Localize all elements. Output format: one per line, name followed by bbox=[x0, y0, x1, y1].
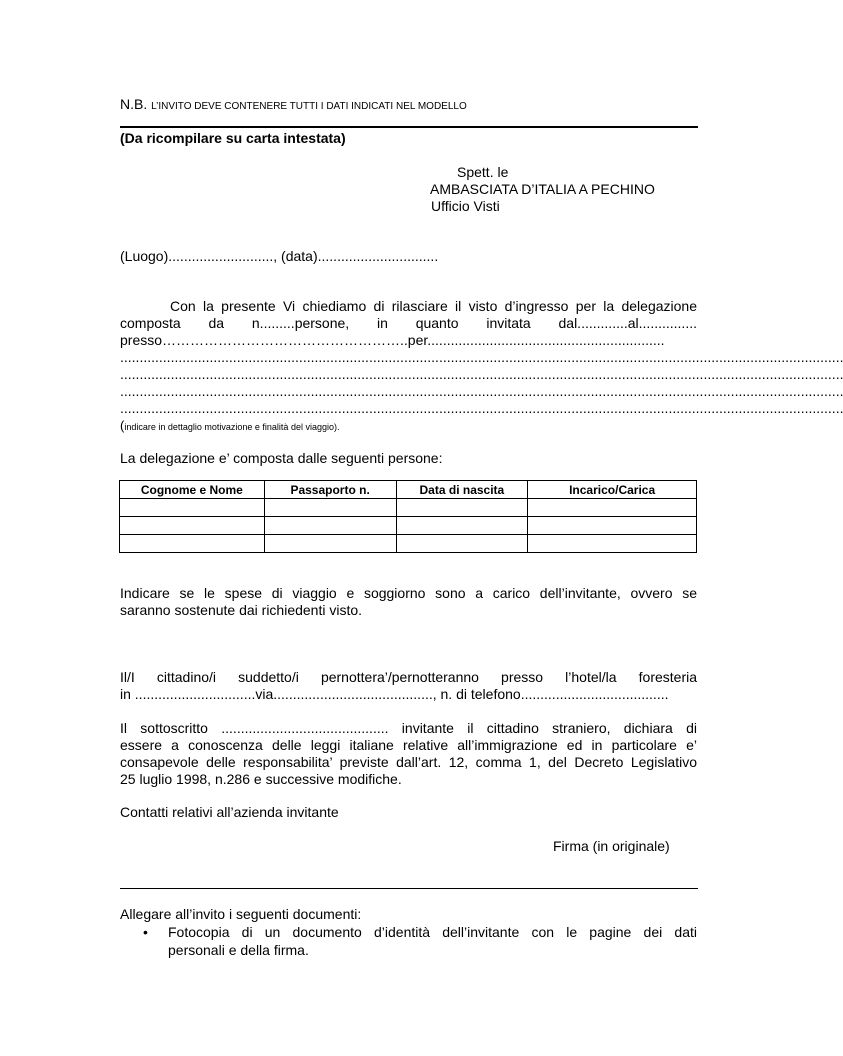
note-text: indicare in dettaglio motivazione e finalità del viaggio). bbox=[124, 422, 340, 432]
table-cell[interactable] bbox=[120, 535, 265, 553]
attachment-item bbox=[168, 923, 697, 959]
col-header-role: Incarico/Carica bbox=[528, 481, 697, 499]
table-cell[interactable] bbox=[396, 535, 528, 553]
table-header-row bbox=[120, 481, 697, 499]
recipient-office: Ufficio Visti bbox=[431, 198, 500, 214]
expenses-line2: saranno sostenute dai richiedenti visto. bbox=[120, 602, 363, 618]
attachments-intro: Allegare all’invito i seguenti documenti: bbox=[120, 906, 362, 922]
table-cell[interactable] bbox=[120, 517, 265, 535]
col-header-name: Cognome e Nome bbox=[120, 481, 265, 499]
request-note bbox=[120, 418, 339, 433]
contacts-label: Contatti relativi all’azienda invitante bbox=[120, 804, 339, 820]
request-dot-line: .......................................................................................................................................................................................... bbox=[120, 366, 843, 382]
table-cell[interactable] bbox=[396, 499, 528, 517]
request-dot-line: .......................................................................................................................................................................................... bbox=[120, 400, 843, 416]
nb-text: L’INVITO DEVE CONTENERE TUTTI I DATI INDICATI NEL MODELLO bbox=[151, 101, 467, 112]
recipient-line1: Spett. le bbox=[457, 164, 509, 180]
table-row bbox=[120, 499, 697, 517]
declaration-line3: consapevole delle responsabilita’ previste dall’art. 12, comma 1, del Decreto Legislativo bbox=[120, 754, 697, 770]
attachment-item-line1: Fotocopia di un documento d’identità dell’invitante con le pagine dei dati bbox=[168, 924, 697, 940]
letterhead-note: (Da ricompilare su carta intestata) bbox=[120, 130, 346, 146]
nb-prefix: N.B. bbox=[120, 96, 148, 112]
declaration-line1: Il sottoscritto ........................................... invitante il cittadino straniero, dichiara di bbox=[120, 720, 697, 736]
place-date-line: (Luogo)..........................., (data)............................... bbox=[120, 248, 439, 264]
table-cell[interactable] bbox=[264, 535, 396, 553]
table-cell[interactable] bbox=[528, 499, 697, 517]
declaration-line2: essere a conoscenza delle leggi italiane relative all’immigrazione ed in particolare e’ bbox=[120, 737, 697, 753]
nb-note bbox=[120, 96, 467, 112]
lodging-line2: in ...............................via........................................., n. di telefono...................................... bbox=[120, 686, 669, 702]
attachment-item-line2: personali e della firma. bbox=[168, 942, 309, 958]
col-header-passport: Passaporto n. bbox=[264, 481, 396, 499]
table-cell[interactable] bbox=[120, 499, 265, 517]
delegation-table bbox=[119, 480, 697, 553]
signature-label: Firma (in originale) bbox=[553, 838, 670, 854]
col-header-birthdate: Data di nascita bbox=[396, 481, 528, 499]
table-cell[interactable] bbox=[528, 535, 697, 553]
top-rule bbox=[120, 126, 698, 128]
expenses-line1: Indicare se le spese di viaggio e soggiorno sono a carico dell’invitante, ovvero se bbox=[120, 585, 697, 601]
note-paren: ( bbox=[120, 418, 125, 433]
recipient-embassy: AMBASCIATA D’ITALIA A PECHINO bbox=[430, 181, 655, 197]
request-dot-line: .......................................................................................................................................................................................... bbox=[120, 383, 843, 399]
table-row bbox=[120, 535, 697, 553]
request-line1: Con la presente Vi chiediamo di rilasciare il visto d’ingresso per la delegazione bbox=[170, 298, 697, 314]
request-line3: presso……………………………………………..per............................................................. bbox=[120, 332, 665, 348]
delegation-intro: La delegazione e’ composta dalle seguenti persone: bbox=[120, 450, 443, 466]
request-dot-line: .......................................................................................................................................................................................... bbox=[120, 349, 843, 365]
lodging-line1: Il/I cittadino/i suddetto/i pernottera’/pernotteranno presso l’hotel/la foresteria bbox=[120, 669, 697, 685]
bullet-icon: • bbox=[143, 924, 148, 940]
table-cell[interactable] bbox=[396, 517, 528, 535]
table-cell[interactable] bbox=[264, 517, 396, 535]
table-cell[interactable] bbox=[528, 517, 697, 535]
table-cell[interactable] bbox=[264, 499, 396, 517]
declaration-line4: 25 luglio 1998, n.286 e successive modifiche. bbox=[120, 771, 402, 787]
table-row bbox=[120, 517, 697, 535]
request-line2: composta da n.........persone, in quanto invitata dal.............al............... bbox=[120, 315, 697, 331]
bottom-rule bbox=[120, 888, 698, 889]
